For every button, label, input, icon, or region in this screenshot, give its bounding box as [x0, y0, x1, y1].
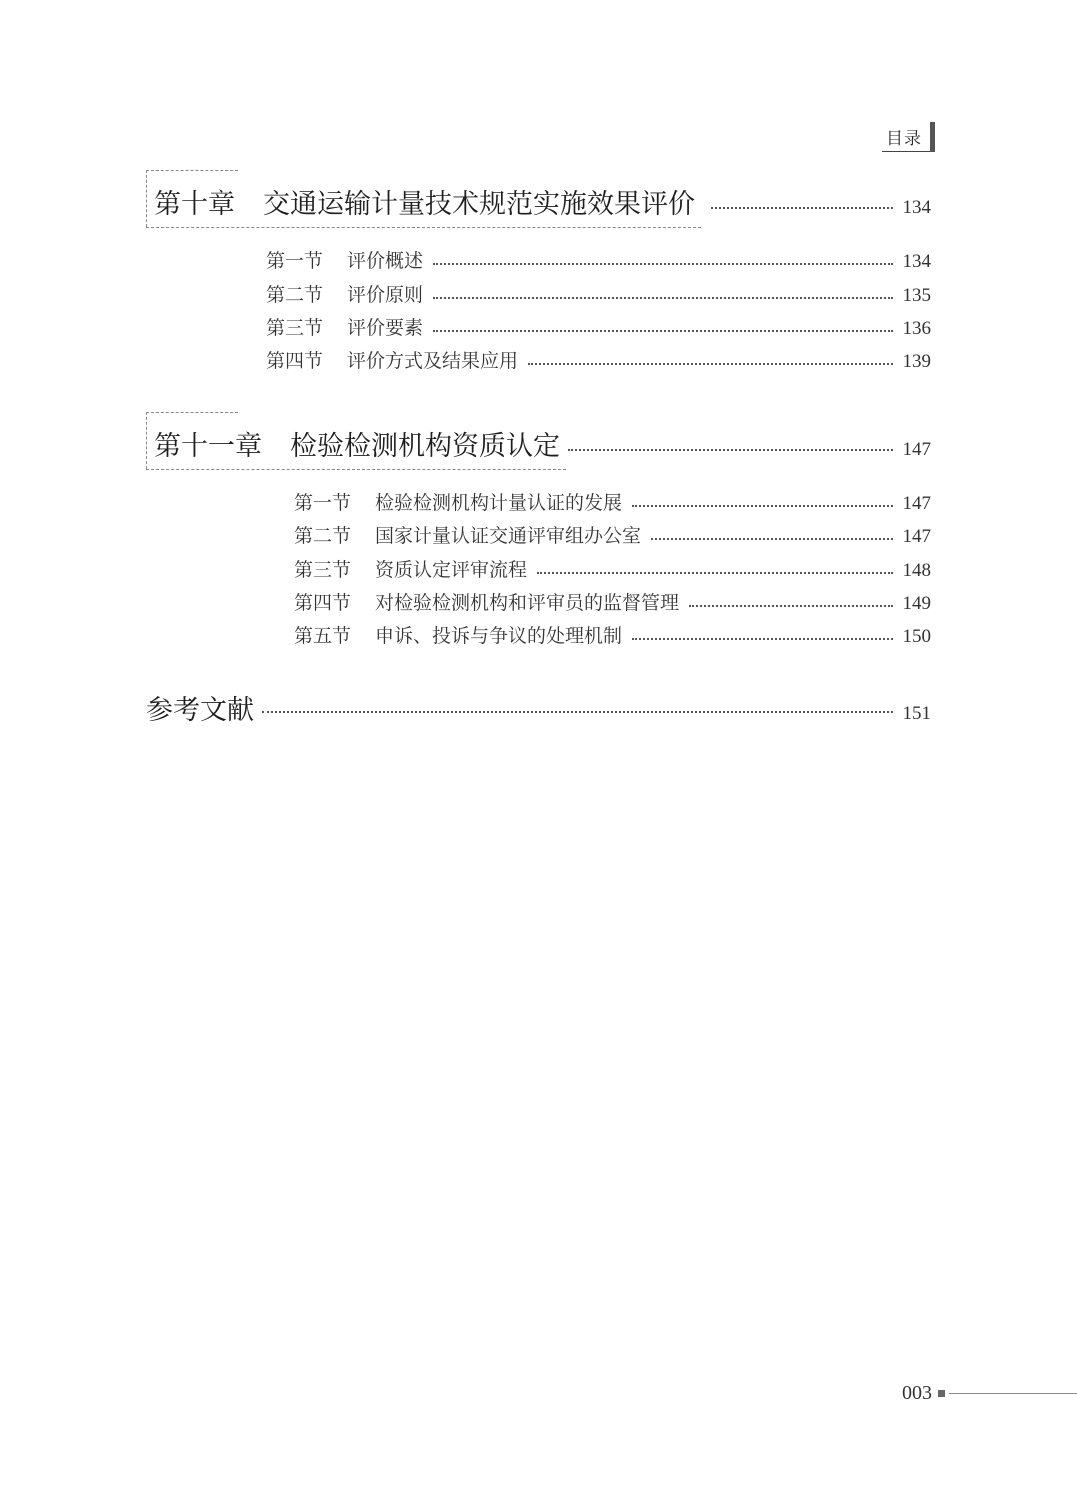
- section-title: 资质认定评审流程: [375, 559, 528, 581]
- section-number: 第五节: [294, 625, 352, 647]
- references-title: 参考文献: [146, 695, 254, 726]
- header-title: 目录: [882, 124, 930, 152]
- section-title: 对检验检测机构和评审员的监督管理: [375, 592, 680, 614]
- toc-chapter-11[interactable]: [0, 422, 1077, 470]
- dot-leader: [528, 363, 892, 365]
- section-title: 评价方式及结果应用: [347, 350, 519, 372]
- toc-references[interactable]: [0, 688, 1077, 727]
- section-number: 第一节: [294, 492, 352, 514]
- page-number: 147: [902, 526, 931, 547]
- section-title: 国家计量认证交通评审组办公室: [375, 525, 642, 547]
- toc-section[interactable]: [0, 555, 1077, 582]
- section-number: 第二节: [266, 284, 324, 306]
- dot-leader: [711, 207, 893, 209]
- footer-page-number: 003: [902, 1382, 932, 1404]
- page-number: 150: [902, 626, 931, 647]
- dot-leader: [568, 449, 893, 451]
- page-number: 136: [902, 318, 931, 339]
- toc-section[interactable]: [0, 621, 1077, 648]
- page-number: 149: [902, 593, 931, 614]
- section-number: 第三节: [266, 317, 324, 339]
- dot-leader: [433, 263, 892, 265]
- page-number: 148: [902, 560, 931, 581]
- dot-leader: [262, 711, 893, 713]
- chapter-title-box: [146, 422, 566, 470]
- chapter-number: 第十章: [154, 189, 235, 220]
- toc-chapter-10[interactable]: [0, 180, 1077, 228]
- page-number: 134: [902, 197, 931, 218]
- dot-leader: [632, 505, 892, 507]
- section-title: 检验检测机构计量认证的发展: [375, 492, 623, 514]
- dot-leader: [537, 572, 892, 574]
- section-title: 申诉、投诉与争议的处理机制: [375, 625, 623, 647]
- dot-leader: [433, 297, 892, 299]
- section-number: 第三节: [294, 559, 352, 581]
- section-title: 评价概述: [347, 250, 424, 272]
- chapter-title-box: [146, 180, 701, 228]
- dot-leader: [632, 638, 892, 640]
- footer-square: [938, 1390, 945, 1397]
- dot-leader: [433, 330, 892, 332]
- toc-section[interactable]: [0, 313, 1077, 340]
- page-number: 151: [902, 703, 931, 724]
- section-number: 第二节: [294, 525, 352, 547]
- chapter-title: 检验检测机构资质认定: [290, 431, 560, 462]
- page-footer: [902, 1382, 1077, 1405]
- section-number: 第四节: [266, 350, 324, 372]
- section-title: 评价原则: [347, 284, 424, 306]
- chapter-title: 交通运输计量技术规范实施效果评价: [263, 189, 695, 220]
- page-number: 134: [902, 251, 931, 272]
- section-number: 第一节: [266, 250, 324, 272]
- header-bar: [930, 122, 935, 152]
- page-number: 147: [902, 439, 931, 460]
- page-number: 135: [902, 285, 931, 306]
- dot-leader: [689, 605, 892, 607]
- dot-leader: [651, 538, 892, 540]
- toc-section[interactable]: [0, 521, 1077, 548]
- toc-section[interactable]: [0, 280, 1077, 307]
- toc-section[interactable]: [0, 246, 1077, 273]
- toc-section[interactable]: [0, 488, 1077, 515]
- chapter-number: 第十一章: [154, 431, 262, 462]
- section-title: 评价要素: [347, 317, 424, 339]
- running-header: [882, 122, 935, 152]
- page-number: 139: [902, 351, 931, 372]
- page-number: 147: [902, 493, 931, 514]
- toc-section[interactable]: [0, 346, 1077, 373]
- toc-section[interactable]: [0, 588, 1077, 615]
- footer-rule: [949, 1393, 1077, 1394]
- section-number: 第四节: [294, 592, 352, 614]
